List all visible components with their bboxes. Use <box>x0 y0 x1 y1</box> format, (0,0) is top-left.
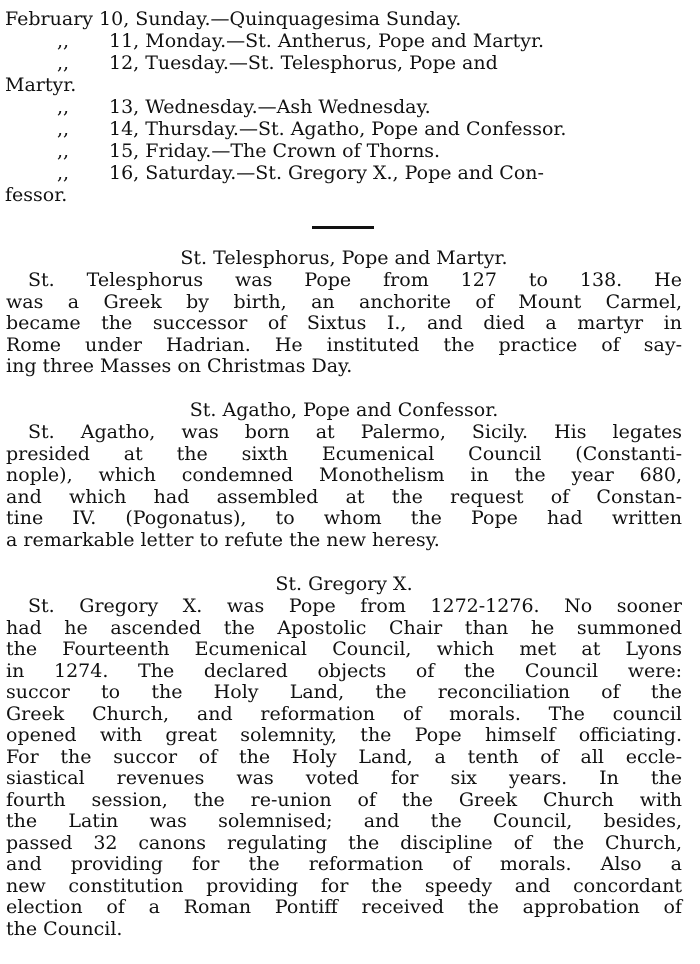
feast-calendar <box>5 8 695 206</box>
body-line: succor to the Holy Land, the reconciliation of the <box>6 681 682 703</box>
ditto-mark: ,, <box>57 162 70 184</box>
body-line: presided at the sixth Ecumenical Council (Constanti- <box>6 442 682 465</box>
body-line: St. Gregory X. was Pope from 1272-1276. No sooner <box>28 595 682 617</box>
body-line: in 1274. The declared objects of the Council were: <box>6 659 682 682</box>
calendar-entry <box>5 140 695 162</box>
body-line: tine IV. (Pogonatus), to whom the Pope had written <box>6 507 682 529</box>
article-gregory <box>6 572 682 940</box>
calendar-entry-text: 16, Saturday.—St. Gregory X., Pope and Con- <box>109 162 544 184</box>
body-line: St. Agatho, was born at Palermo, Sicily. His legates <box>28 421 682 443</box>
calendar-entry <box>5 30 695 52</box>
calendar-entry-continuation <box>5 74 695 96</box>
body-line: the Latin was solemnised; and the Council, besides, <box>6 810 682 832</box>
calendar-entry <box>5 162 695 184</box>
ditto-mark: ,, <box>57 52 70 74</box>
calendar-entry-continuation <box>5 184 695 206</box>
body-line: became the successor of Sixtus I., and died a martyr in <box>6 312 682 334</box>
body-line: had he ascended the Apostolic Chair than he summoned <box>6 616 682 639</box>
ditto-mark: ,, <box>57 30 70 52</box>
calendar-entry-text: Martyr. <box>5 74 77 96</box>
article-heading: St. Telesphorus, Pope and Martyr. <box>180 247 508 269</box>
body-line: siastical revenues was voted for six years. In the <box>6 767 682 789</box>
body-line: fourth session, the re-union of the Greek Church with <box>6 788 682 811</box>
calendar-entry <box>5 96 695 118</box>
article-body <box>6 596 682 940</box>
body-line: the Council. <box>6 917 123 940</box>
body-line: election of a Roman Pontiff received the approbation of <box>6 896 682 918</box>
article-agatho <box>6 398 682 551</box>
ditto-mark: ,, <box>57 118 70 140</box>
body-line: ing three Masses on Christmas Day. <box>6 355 353 377</box>
body-line: nople), which condemned Monothelism in the year 680, <box>6 464 682 486</box>
body-line: For the succor of the Holy Land, a tenth of all eccle- <box>6 745 682 768</box>
calendar-entry-text: 13, Wednesday.—Ash Wednesday. <box>109 96 431 118</box>
body-line: St. Telesphorus was Pope from 127 to 138. He <box>28 269 682 291</box>
calendar-entry-text: fessor. <box>5 184 68 206</box>
body-line: opened with great solemnity, the Pope himself officiating. <box>6 724 682 746</box>
body-line: Greek Church, and reformation of morals. The council <box>6 702 682 725</box>
calendar-entry-text: 11, Monday.—St. Antherus, Pope and Martyr. <box>109 30 545 52</box>
body-line: Rome under Hadrian. He instituted the practice of say- <box>6 333 682 356</box>
body-line: was a Greek by birth, an anchorite of Mount Carmel, <box>6 290 682 313</box>
body-line: a remarkable letter to refute the new heresy. <box>6 528 440 551</box>
calendar-entry-text: February 10, Sunday.—Quinquagesima Sunday. <box>5 8 462 30</box>
article-heading: St. Agatho, Pope and Confessor. <box>189 399 499 421</box>
body-line: passed 32 canons regulating the discipline of the Church, <box>6 831 682 854</box>
article-telesphorus <box>6 246 682 378</box>
article-heading: St. Gregory X. <box>275 573 413 595</box>
calendar-entry <box>5 52 695 74</box>
body-line: and providing for the reformation of morals. Also a <box>6 853 682 875</box>
ditto-mark: ,, <box>57 96 70 118</box>
calendar-entry-text: 15, Friday.—The Crown of Thorns. <box>109 140 441 162</box>
body-line: and which had assembled at the request of Constan- <box>6 485 682 508</box>
article-body <box>6 422 682 551</box>
article-body <box>6 270 682 378</box>
calendar-entry-text: 12, Tuesday.—St. Telesphorus, Pope and <box>109 52 498 74</box>
ditto-mark: ,, <box>57 140 70 162</box>
calendar-entry-text: 14, Thursday.—St. Agatho, Pope and Confessor. <box>109 118 567 140</box>
body-line: the Fourteenth Ecumenical Council, which met at Lyons <box>6 638 682 660</box>
body-line: new constitution providing for the speedy and concordant <box>6 874 682 897</box>
section-divider <box>312 226 374 229</box>
calendar-entry <box>5 118 695 140</box>
calendar-entry <box>5 8 695 30</box>
